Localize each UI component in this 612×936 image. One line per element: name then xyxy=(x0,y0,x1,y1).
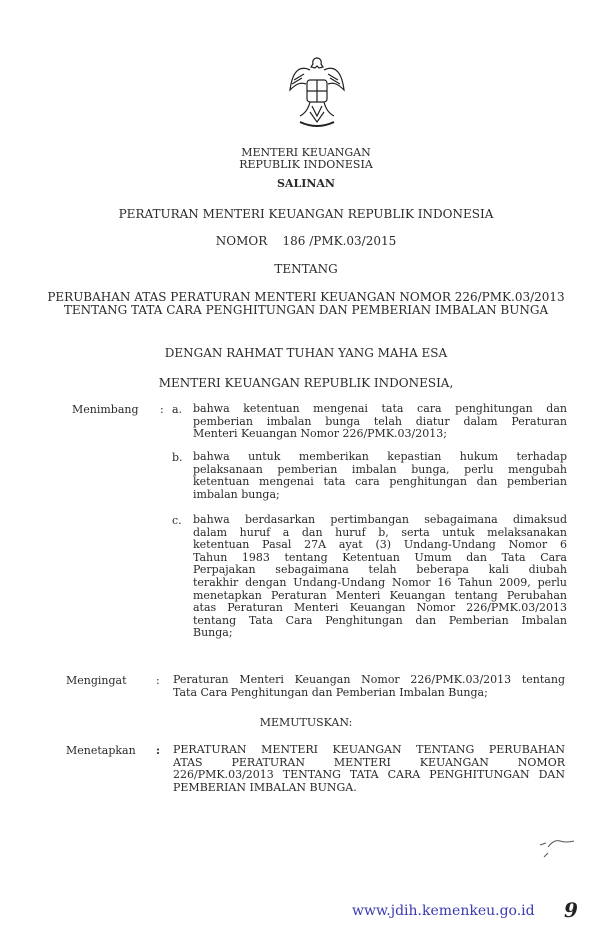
subject-line1: PERUBAHAN ATAS PERATURAN MENTERI KEUANGAN NOMOR 226/PMK.03/2013 xyxy=(47,290,565,304)
garuda-emblem-icon xyxy=(288,54,346,138)
text-line: imbalan bunga; xyxy=(193,487,280,501)
text-line: PEMBERIAN IMBALAN BUNGA. xyxy=(173,780,357,794)
colon: : xyxy=(160,403,164,416)
copy-mark: SALINAN xyxy=(276,177,335,190)
decision-heading: MEMUTUSKAN: xyxy=(259,716,353,729)
text-line: Menteri Keuangan Nomor 226/PMK.03/2013; xyxy=(193,427,447,441)
institution-line2: REPUBLIK INDONESIA xyxy=(239,158,373,171)
menetapkan-label: Menetapkan xyxy=(66,744,136,757)
menimbang-label: Menimbang xyxy=(72,403,139,416)
subject-line2: TENTANG TATA CARA PENGHITUNGAN DAN PEMBERIAN IMBALAN BUNGA xyxy=(63,303,549,317)
text-line: atas Peraturan Menteri Keuangan Nomor 226/PMK.03/2013 xyxy=(193,601,567,615)
institution-line1: MENTERI KEUANGAN xyxy=(241,146,371,159)
item-mark: c. xyxy=(172,514,182,527)
colon: : xyxy=(156,674,160,687)
text-line: Tahun 1983 tentang Ketentuan Umum dan Tata Cara xyxy=(193,550,567,564)
page-initial: 9 xyxy=(564,898,578,922)
regulation-number: NOMOR 186 /PMK.03/2015 xyxy=(215,234,397,248)
item-mark: b. xyxy=(172,451,183,464)
text-line: bahwa untuk memberikan kepastian hukum terhadap xyxy=(193,450,567,463)
text-line: ATAS PERATURAN MENTERI KEUANGAN NOMOR xyxy=(173,755,565,769)
mengingat-label: Mengingat xyxy=(66,674,127,687)
text-line: menetapkan Peraturan Menteri Keuangan tentang Perubahan xyxy=(193,588,567,602)
preamble: DENGAN RAHMAT TUHAN YANG MAHA ESA xyxy=(164,346,448,360)
text-line: tentang Tata Cara Penghitungan dan Pemberian Imbalan xyxy=(193,613,567,627)
text-line: ketentuan mengenai tata cara penghitungan dan pemberian xyxy=(193,475,567,489)
text-line: pelaksanaan pemberian imbalan bunga, perlu mengubah xyxy=(193,462,567,476)
paraf-signature-icon xyxy=(530,835,600,865)
text-line: dalam huruf a dan huruf b, serta untuk melaksanakan xyxy=(193,525,567,539)
item-mark: a. xyxy=(172,403,183,416)
text-line: ketentuan Pasal 27A ayat (3) Undang-Undang Nomor 6 xyxy=(193,538,567,552)
authority: MENTERI KEUANGAN REPUBLIK INDONESIA, xyxy=(158,376,454,390)
regulation-title: PERATURAN MENTERI KEUANGAN REPUBLIK INDONESIA xyxy=(118,207,494,221)
text-line: pemberian imbalan bunga telah diatur dalam Peraturan xyxy=(193,414,567,428)
text-line: terakhir dengan Undang-Undang Nomor 16 Tahun 2009, perlu xyxy=(193,575,567,589)
text-line: bahwa ketentuan mengenai tata cara penghitungan dan xyxy=(193,402,567,415)
website-link[interactable]: www.jdih.kemenkeu.go.id xyxy=(352,903,535,919)
text-line: Tata Cara Penghitungan dan Pemberian Imbalan Bunga; xyxy=(173,685,488,699)
text-line: PERATURAN MENTERI KEUANGAN TENTANG PERUBAHAN xyxy=(173,743,565,756)
colon: : xyxy=(156,744,161,757)
text-line: Bunga; xyxy=(193,626,233,640)
text-line: Perpajakan sebagaimana telah beberapa kali diubah xyxy=(193,563,567,577)
text-line: bahwa berdasarkan pertimbangan sebagaimana dimaksud xyxy=(193,513,567,526)
text-line: Peraturan Menteri Keuangan Nomor 226/PMK.03/2013 tentang xyxy=(173,673,565,686)
text-line: 226/PMK.03/2013 TENTANG TATA CARA PENGHITUNGAN DAN xyxy=(173,768,565,782)
about-label: TENTANG xyxy=(274,262,338,276)
